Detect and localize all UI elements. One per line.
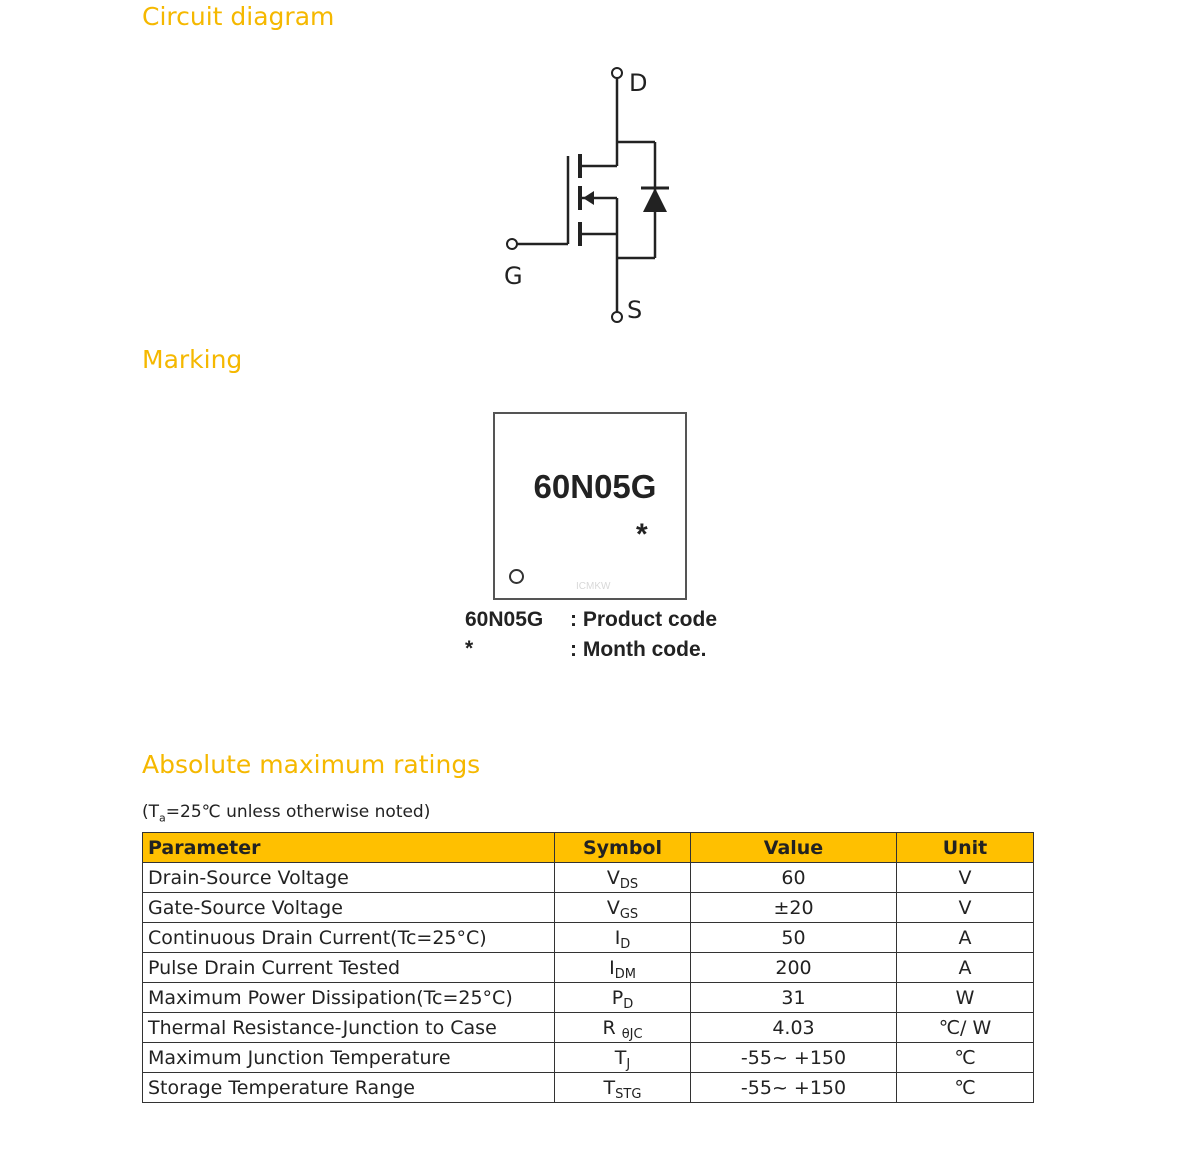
value-cell: 60 [691,863,897,893]
note-prefix: (T [142,802,160,822]
table-header-row [143,833,1034,863]
symbol-subscript: θJC [621,1026,643,1042]
unit-cell: ℃/ W [897,1013,1034,1043]
header-unit: Unit [897,833,1034,863]
symbol-cell [555,893,691,923]
source-label: S [627,296,643,324]
symbol-subscript: STG [615,1086,642,1102]
symbol-cell [555,1013,691,1043]
header-symbol: Symbol [555,833,691,863]
gate-terminal-icon [507,239,517,249]
symbol-main: I [614,926,621,949]
ratings-table [142,832,1034,1103]
symbol-main: R [602,1016,622,1039]
mosfet-schematic [490,60,690,330]
unit-cell: A [897,923,1034,953]
legend-month-code-desc: : Month code. [570,638,707,661]
table-row [143,953,1034,983]
value-cell: 200 [691,953,897,983]
symbol-cell [555,1043,691,1073]
unit-cell: V [897,863,1034,893]
symbol-cell [555,923,691,953]
symbol-main: V [606,866,620,889]
param-cell: Gate-Source Voltage [143,893,555,923]
circuit-diagram-heading: Circuit diagram [142,2,335,31]
source-terminal-icon [612,312,622,322]
value-cell: ±20 [691,893,897,923]
unit-cell: ℃ [897,1073,1034,1103]
symbol-main: V [606,896,620,919]
header-parameter: Parameter [143,833,555,863]
symbol-subscript: D [620,936,631,952]
symbol-main: P [611,986,624,1009]
gate-label: G [504,262,523,290]
symbol-subscript: DS [619,876,639,892]
param-cell: Maximum Junction Temperature [143,1043,555,1073]
ratings-condition-note [142,802,430,824]
drain-label: D [629,69,648,97]
legend-month-code-key: * [465,637,474,660]
table-row [143,923,1034,953]
table-row [143,1043,1034,1073]
symbol-cell [555,1073,691,1103]
drain-terminal-icon [612,68,622,78]
legend-product-code-key: 60N05G [465,608,544,631]
symbol-subscript: GS [619,906,639,922]
header-value: Value [691,833,897,863]
symbol-subscript: DM [614,966,636,982]
param-cell: Drain-Source Voltage [143,863,555,893]
table-row [143,863,1034,893]
note-suffix: =25℃ unless otherwise noted) [165,802,431,822]
table-row [143,1073,1034,1103]
param-cell: Thermal Resistance-Junction to Case [143,1013,555,1043]
value-cell: 31 [691,983,897,1013]
symbol-cell [555,953,691,983]
value-cell: -55~ +150 [691,1043,897,1073]
body-diode-icon [643,188,667,212]
param-cell: Continuous Drain Current(Tc=25°C) [143,923,555,953]
table-row [143,893,1034,923]
unit-cell: A [897,953,1034,983]
symbol-cell [555,983,691,1013]
watermark: ICMKW [576,581,611,592]
channel-arrow-icon [583,191,594,205]
ratings-heading: Absolute maximum ratings [142,750,481,779]
symbol-main: I [609,956,615,979]
value-cell: -55~ +150 [691,1073,897,1103]
chip-marking-code: 60N05G [533,468,657,505]
param-cell: Maximum Power Dissipation(Tc=25°C) [143,983,555,1013]
pin1-indicator-icon [509,569,524,584]
symbol-cell [555,863,691,893]
table-row [143,983,1034,1013]
legend-product-code-desc: : Product code [570,608,718,631]
value-cell: 4.03 [691,1013,897,1043]
param-cell: Storage Temperature Range [143,1073,555,1103]
chip-month-mark: * [636,518,648,551]
unit-cell: W [897,983,1034,1013]
symbol-subscript: D [623,996,634,1012]
symbol-main: T [603,1076,616,1099]
marking-heading: Marking [142,345,243,374]
symbol-subscript: J [626,1056,631,1072]
symbol-main: T [614,1046,627,1069]
unit-cell: ℃ [897,1043,1034,1073]
unit-cell: V [897,893,1034,923]
table-row [143,1013,1034,1043]
param-cell: Pulse Drain Current Tested [143,953,555,983]
note-subscript: a [159,811,166,825]
value-cell: 50 [691,923,897,953]
